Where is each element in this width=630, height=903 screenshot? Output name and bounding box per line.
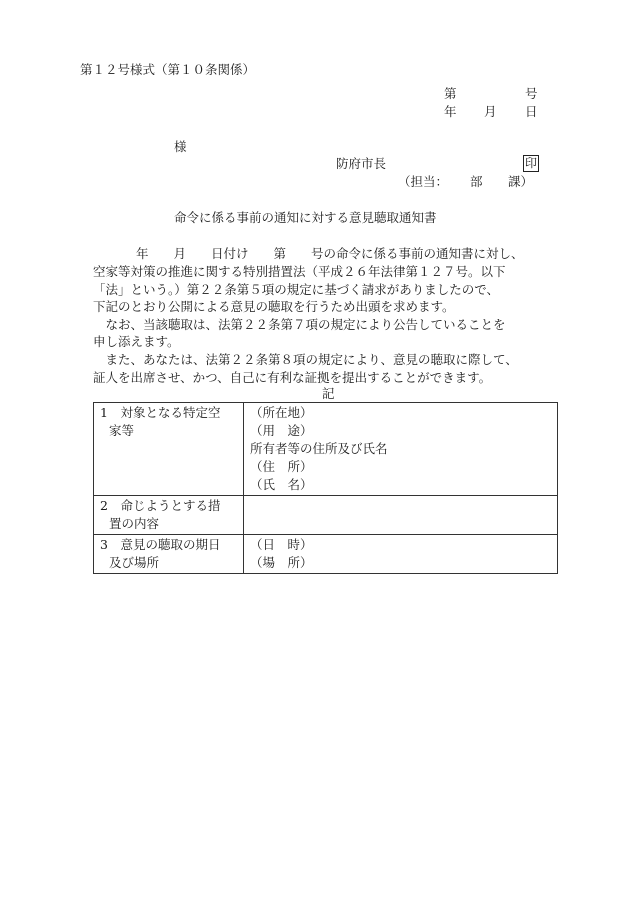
row-label-line <box>100 404 239 422</box>
date-month: 月 <box>484 104 497 119</box>
document-title: 命令に係る事前の通知に対する意見聴取通知書 <box>174 210 437 225</box>
date-day: 日 <box>525 104 538 119</box>
items-table <box>93 402 558 574</box>
body-line: なお、当該聴取は、法第２２条第７項の規定により公告していることを <box>93 317 506 332</box>
body-line: 「法」という。）第２２条第５項の規定に基づく請求がありましたので、 <box>93 282 500 297</box>
body-line: 下記のとおり公開による意見の聴取を行うため出頭を求めます。 <box>93 299 455 314</box>
sender-name: 防府市長 <box>336 156 387 171</box>
field-address: （住 所） <box>250 459 313 474</box>
row-number: 3 <box>100 537 108 552</box>
field-location: （所在地） <box>250 405 313 420</box>
body-line: 空家等対策の推進に関する特別措置法（平成２６年法律第１２７号。以下 <box>93 264 506 279</box>
row-label: 対象となる特定空 <box>120 405 221 420</box>
row-content-cell <box>244 403 558 496</box>
field-name: （氏 名） <box>250 477 313 492</box>
row-label-continuation: 家等 <box>109 423 135 438</box>
body-line: 年 月 日付け 第 号の命令に係る事前の通知書に対し、 <box>111 246 524 261</box>
contact-section: 課） <box>508 174 534 189</box>
field-use: （用 途） <box>250 423 313 438</box>
table-row <box>94 496 558 535</box>
row-number: 1 <box>100 405 108 420</box>
row-content-cell <box>244 535 558 574</box>
row-label: 意見の聴取の期日 <box>120 537 221 552</box>
table-row <box>94 403 558 496</box>
field-place: （場 所） <box>250 555 313 570</box>
row-label-continuation: 置の内容 <box>109 516 160 531</box>
body-line: 申し添えます。 <box>93 334 180 349</box>
body-line: また、あなたは、法第２２条第８項の規定により、意見の聴取に際して、 <box>93 352 518 367</box>
body-line: 証人を出席させ、かつ、自己に有利な証拠を提出することができます。 <box>93 370 492 385</box>
contact-open: （担当： <box>398 174 449 189</box>
contact-department: 部 <box>470 174 483 189</box>
row-label: 命じようとする措 <box>120 498 221 513</box>
ki-heading: 記 <box>322 386 335 401</box>
field-owner-heading: 所有者等の住所及び氏名 <box>250 441 388 456</box>
row-number: 2 <box>100 498 108 513</box>
document-number-suffix: 号 <box>525 86 538 101</box>
addressee-suffix: 様 <box>174 139 187 154</box>
row-label-line <box>100 497 239 515</box>
row-label-cell <box>94 403 244 496</box>
row-content-cell <box>244 496 558 535</box>
field-datetime: （日 時） <box>250 537 313 552</box>
seal-icon: 印 <box>525 156 538 170</box>
table-row <box>94 535 558 574</box>
seal-mark <box>523 155 539 172</box>
row-label-cell <box>94 496 244 535</box>
row-label-continuation: 及び場所 <box>109 555 160 570</box>
date-year: 年 <box>444 104 457 119</box>
document-number-prefix: 第 <box>444 86 457 101</box>
form-label: 第１２号様式（第１０条関係） <box>80 62 256 77</box>
row-label-cell <box>94 535 244 574</box>
row-label-line <box>100 536 239 554</box>
